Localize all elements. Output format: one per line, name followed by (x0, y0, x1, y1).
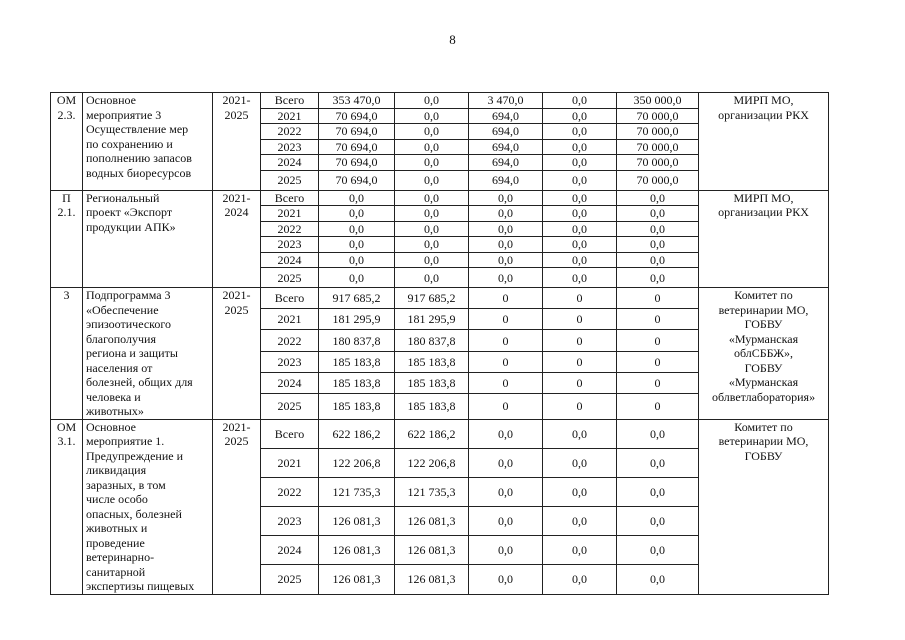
value-cell: 0 (543, 351, 617, 372)
value-cell: 70 000,0 (617, 108, 699, 124)
value-cell: 0,0 (469, 448, 543, 477)
value-cell: 0 (617, 351, 699, 372)
value-cell: 181 295,9 (395, 309, 469, 330)
value-cell: 0 (469, 394, 543, 419)
table-body (51, 93, 829, 595)
row-executor-text: Комитет по ветеринарии МО, ГОБВУ «Мурманская облСББЖ», ГОБВУ «Мурманская облветлаборатория» (711, 288, 816, 404)
value-cell: 0 (469, 330, 543, 351)
value-cell: 0,0 (543, 170, 617, 190)
value-cell: 0 (469, 372, 543, 393)
value-cell: 694,0 (469, 124, 543, 140)
value-cell: 0,0 (319, 206, 395, 222)
year-cell: 2021 (261, 206, 319, 222)
row-name (83, 93, 213, 191)
value-cell: 0,0 (319, 268, 395, 288)
value-cell: 694,0 (469, 139, 543, 155)
value-cell: 0,0 (617, 190, 699, 206)
value-cell: 0,0 (543, 93, 617, 109)
value-cell: 0 (617, 330, 699, 351)
value-cell: 694,0 (469, 108, 543, 124)
value-cell: 0 (617, 372, 699, 393)
value-cell: 694,0 (469, 170, 543, 190)
year-cell: 2023 (261, 237, 319, 253)
value-cell: 0 (617, 394, 699, 419)
value-cell: 0,0 (543, 237, 617, 253)
value-cell: 181 295,9 (319, 309, 395, 330)
value-cell: 0,0 (617, 206, 699, 222)
row-name-text: Подпрограмма 3 «Обеспечение эпизоотического благополучия региона и защиты населения от болезней, общих для человека и животных» (86, 288, 193, 418)
value-cell: 353 470,0 (319, 93, 395, 109)
value-cell: 0,0 (543, 252, 617, 268)
value-cell: 0 (617, 288, 699, 309)
value-cell: 350 000,0 (617, 93, 699, 109)
value-cell: 0,0 (543, 419, 617, 448)
value-cell: 0,0 (543, 268, 617, 288)
row-executor-text: МИРП МО, организации РКХ (718, 190, 809, 219)
value-cell: 185 183,8 (319, 351, 395, 372)
value-cell: 0,0 (469, 564, 543, 594)
row-code (51, 190, 83, 288)
row-executor-text: МИРП МО, организации РКХ (718, 93, 809, 122)
year-cell: 2024 (261, 535, 319, 564)
value-cell: 0 (543, 330, 617, 351)
value-cell: 70 694,0 (319, 155, 395, 171)
year-cell: Всего (261, 190, 319, 206)
value-cell: 0,0 (395, 108, 469, 124)
row-period-text: 2021- 2025 (222, 288, 251, 317)
value-cell: 0 (543, 288, 617, 309)
value-cell: 185 183,8 (395, 372, 469, 393)
year-cell: 2022 (261, 477, 319, 506)
value-cell: 70 694,0 (319, 124, 395, 140)
value-cell: 0,0 (469, 477, 543, 506)
value-cell: 0,0 (617, 506, 699, 535)
table-row (51, 190, 829, 206)
value-cell: 622 186,2 (319, 419, 395, 448)
row-code-text: ОМ 2.3. (56, 93, 77, 122)
value-cell: 0,0 (543, 139, 617, 155)
year-cell: 2025 (261, 268, 319, 288)
value-cell: 0 (469, 351, 543, 372)
value-cell: 0,0 (617, 564, 699, 594)
program-table (50, 92, 829, 595)
row-code (51, 288, 83, 420)
value-cell: 0 (617, 309, 699, 330)
value-cell: 0,0 (395, 206, 469, 222)
table-row (51, 288, 829, 309)
value-cell: 0 (543, 372, 617, 393)
row-name-text: Основное мероприятие 1. Предупреждение и ликвидация заразных, в том числе особо опасных, болезней животных и проведение ветеринарно- санитарной экспертизы пищевых (86, 419, 195, 593)
row-executor-text: Комитет по ветеринарии МО, ГОБВУ (718, 419, 809, 463)
value-cell: 0,0 (617, 419, 699, 448)
value-cell: 126 081,3 (395, 535, 469, 564)
value-cell: 917 685,2 (395, 288, 469, 309)
row-name (83, 419, 213, 594)
value-cell: 180 837,8 (395, 330, 469, 351)
value-cell: 126 081,3 (319, 506, 395, 535)
value-cell: 0,0 (395, 190, 469, 206)
year-cell: 2022 (261, 330, 319, 351)
year-cell: 2023 (261, 351, 319, 372)
value-cell: 0,0 (469, 506, 543, 535)
value-cell: 0 (469, 309, 543, 330)
year-cell: 2023 (261, 139, 319, 155)
row-executor (699, 93, 829, 191)
year-cell: 2025 (261, 170, 319, 190)
value-cell: 0,0 (469, 221, 543, 237)
value-cell: 0,0 (617, 221, 699, 237)
value-cell: 121 735,3 (395, 477, 469, 506)
value-cell: 0,0 (543, 221, 617, 237)
year-cell: 2021 (261, 108, 319, 124)
value-cell: 0,0 (469, 252, 543, 268)
year-cell: 2024 (261, 155, 319, 171)
value-cell: 0,0 (469, 419, 543, 448)
row-code-text: ОМ 3.1. (56, 419, 77, 448)
value-cell: 70 694,0 (319, 170, 395, 190)
year-cell: 2021 (261, 309, 319, 330)
value-cell: 180 837,8 (319, 330, 395, 351)
value-cell: 0,0 (469, 237, 543, 253)
value-cell: 185 183,8 (319, 394, 395, 419)
value-cell: 0,0 (469, 206, 543, 222)
row-period (213, 288, 261, 420)
value-cell: 0,0 (395, 124, 469, 140)
value-cell: 0,0 (617, 252, 699, 268)
value-cell: 70 694,0 (319, 108, 395, 124)
value-cell: 70 000,0 (617, 170, 699, 190)
row-executor (699, 190, 829, 288)
year-cell: 2021 (261, 448, 319, 477)
value-cell: 0,0 (469, 535, 543, 564)
value-cell: 0,0 (395, 252, 469, 268)
value-cell: 0,0 (543, 155, 617, 171)
value-cell: 622 186,2 (395, 419, 469, 448)
year-cell: 2022 (261, 221, 319, 237)
value-cell: 185 183,8 (395, 351, 469, 372)
value-cell: 126 081,3 (319, 564, 395, 594)
value-cell: 0,0 (395, 93, 469, 109)
year-cell: Всего (261, 288, 319, 309)
year-cell: 2025 (261, 564, 319, 594)
value-cell: 0,0 (319, 190, 395, 206)
value-cell: 0,0 (617, 535, 699, 564)
row-period-text: 2021- 2025 (222, 93, 251, 122)
value-cell: 694,0 (469, 155, 543, 171)
value-cell: 0 (543, 394, 617, 419)
year-cell: 2024 (261, 252, 319, 268)
year-cell: 2022 (261, 124, 319, 140)
row-name-text: Основное мероприятие 3 Осуществление мер по сохранению и пополнению запасов водных биоресурсов (86, 93, 192, 180)
value-cell: 0,0 (543, 506, 617, 535)
value-cell: 70 694,0 (319, 139, 395, 155)
value-cell: 0,0 (395, 237, 469, 253)
value-cell: 126 081,3 (319, 535, 395, 564)
value-cell: 0,0 (469, 190, 543, 206)
row-period (213, 190, 261, 288)
table-row (51, 419, 829, 448)
year-cell: Всего (261, 419, 319, 448)
value-cell: 0,0 (543, 477, 617, 506)
value-cell: 185 183,8 (395, 394, 469, 419)
row-period (213, 93, 261, 191)
value-cell: 70 000,0 (617, 139, 699, 155)
row-code-text: 3 (63, 288, 70, 302)
value-cell: 0,0 (543, 206, 617, 222)
value-cell: 0,0 (395, 139, 469, 155)
row-code-text: П 2.1. (57, 190, 76, 219)
value-cell: 122 206,8 (395, 448, 469, 477)
year-cell: 2024 (261, 372, 319, 393)
value-cell: 0,0 (617, 448, 699, 477)
value-cell: 0,0 (543, 124, 617, 140)
value-cell: 0,0 (543, 448, 617, 477)
value-cell: 0,0 (543, 190, 617, 206)
value-cell: 0,0 (395, 268, 469, 288)
value-cell: 3 470,0 (469, 93, 543, 109)
row-executor (699, 419, 829, 594)
value-cell: 0,0 (617, 237, 699, 253)
value-cell: 917 685,2 (319, 288, 395, 309)
value-cell: 0 (469, 288, 543, 309)
row-period-text: 2021- 2025 (222, 419, 251, 448)
value-cell: 0,0 (319, 252, 395, 268)
year-cell: Всего (261, 93, 319, 109)
row-code (51, 419, 83, 594)
table-row (51, 93, 829, 109)
value-cell: 0,0 (395, 221, 469, 237)
row-executor (699, 288, 829, 420)
value-cell: 0,0 (543, 108, 617, 124)
value-cell: 0,0 (395, 155, 469, 171)
value-cell: 0 (543, 309, 617, 330)
value-cell: 122 206,8 (319, 448, 395, 477)
value-cell: 185 183,8 (319, 372, 395, 393)
year-cell: 2023 (261, 506, 319, 535)
row-name (83, 288, 213, 420)
row-name-text: Региональный проект «Экспорт продукции АПК» (86, 190, 176, 234)
value-cell: 126 081,3 (395, 506, 469, 535)
value-cell: 70 000,0 (617, 155, 699, 171)
value-cell: 0,0 (469, 268, 543, 288)
value-cell: 70 000,0 (617, 124, 699, 140)
value-cell: 0,0 (319, 221, 395, 237)
value-cell: 0,0 (395, 170, 469, 190)
value-cell: 0,0 (319, 237, 395, 253)
row-name (83, 190, 213, 288)
value-cell: 0,0 (617, 477, 699, 506)
row-period (213, 419, 261, 594)
value-cell: 0,0 (543, 564, 617, 594)
row-code (51, 93, 83, 191)
value-cell: 126 081,3 (395, 564, 469, 594)
value-cell: 121 735,3 (319, 477, 395, 506)
year-cell: 2025 (261, 394, 319, 419)
value-cell: 0,0 (617, 268, 699, 288)
row-period-text: 2021- 2024 (222, 190, 251, 219)
page-number: 8 (449, 32, 456, 47)
value-cell: 0,0 (543, 535, 617, 564)
